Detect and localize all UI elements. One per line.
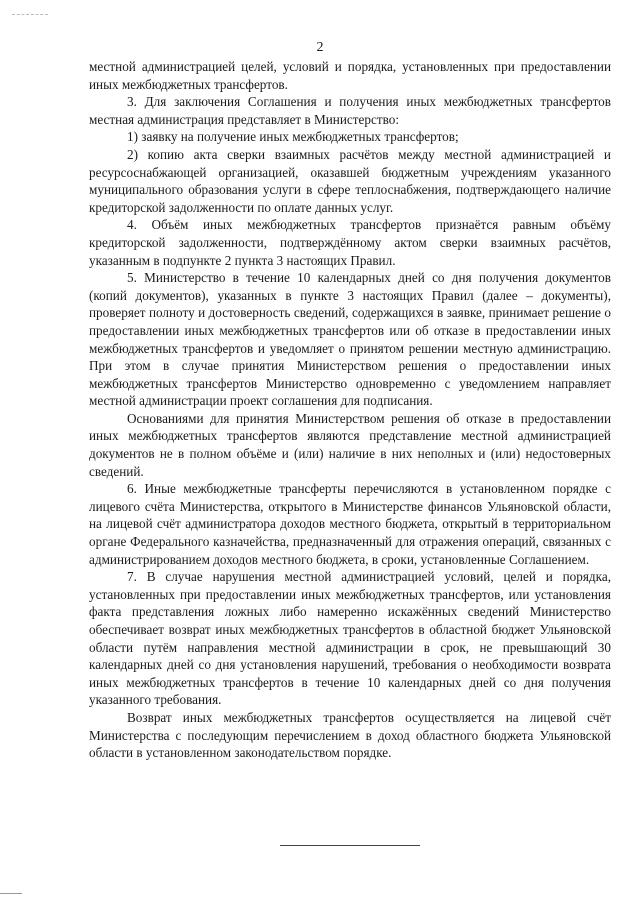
page-number: 2 bbox=[316, 40, 324, 55]
paragraph-item-7: 7. В случае нарушения местной администрацией условий, целей и порядка, установленных при предоставлении иных межбюджетных трансфертов, или установления факта представления ложных либо намеренно искажённых сведений Министерство обеспечивает возврат иных межбюджетных трансфертов в областной бюджет Ульяновской области путём направления местной администрации в срок, не превышающий 30 календарных дней со дня установления нарушений, требования о необходимости возврата иных межбюджетных трансфертов в течение 10 календарных дней со дня получения указанного требования. bbox=[89, 569, 611, 708]
document-body bbox=[89, 58, 611, 762]
paragraph-refund: Возврат иных межбюджетных трансфертов осуществляется на лицевой счёт Министерства с последующим перечислением в доход областного бюджета Ульяновской области в установленном законодательством порядке. bbox=[89, 709, 611, 761]
paragraph-subitem-1: 1) заявку на получение иных межбюджетных трансфертов; bbox=[127, 129, 459, 145]
paragraph-item-6: 6. Иные межбюджетные трансферты перечисляются в установленном порядке с лицевого счёта Министерства, открытого в Министерстве финансов Ульяновской области, на лицевой счёт администратора доходов местного бюджета, открытый в территориальном органе Федерального казначейства, предназначенный для отражения операций, связанных с администрированием доходов местного бюджета, в сроки, установленные Соглашением. bbox=[89, 481, 611, 567]
paragraph-continuation: местной администрацией целей, условий и порядка, установленных при предоставлении иных межбюджетных трансфертов. bbox=[89, 59, 611, 92]
scan-artifact bbox=[0, 893, 22, 894]
paragraph-item-3: 3. Для заключения Соглашения и получения иных межбюджетных трансфертов местная администрация представляет в Министерство: bbox=[89, 94, 611, 127]
paragraph-item-5: 5. Министерство в течение 10 календарных дней со дня получения документов (копий документов), указанных в пункте 3 настоящих Правил (далее – документы), проверяет полноту и достоверность сведений, содержащихся в заявке, принимает решение о предоставлении иных межбюджетных трансфертов или об отказе в предоставлении иных межбюджетных трансфертов и уведомляет о принятом решении местную администрацию. При этом в случае принятия Министерством решения о предоставлении иных межбюджетных трансфертов Министерство одновременно с уведомлением направляет местной администрации проект соглашения для подписания. bbox=[89, 270, 611, 409]
closing-rule bbox=[280, 845, 420, 846]
scan-artifact bbox=[12, 14, 48, 15]
paragraph-subitem-2: 2) копию акта сверки взаимных расчётов между местной администрацией и ресурсоснабжающей организацией, оказавшей бюджетным учреждениям указанного муниципального образования услуги в сфере теплоснабжения, подтверждающего наличие кредиторской задолженности по оплате данных услуг. bbox=[89, 146, 611, 215]
paragraph-refusal-grounds: Основаниями для принятия Министерством решения об отказе в предоставлении иных межбюджетных трансфертов являются представление местной администрацией документов не в полном объёме и (или) наличие в них неполных и (или) недостоверных сведений. bbox=[89, 410, 611, 479]
paragraph-item-4: 4. Объём иных межбюджетных трансфертов признаётся равным объёму кредиторской задолженности, подтверждённому актом сверки взаимных расчётов, указанным в подпункте 2 пункта 3 настоящих Правил. bbox=[89, 217, 611, 268]
